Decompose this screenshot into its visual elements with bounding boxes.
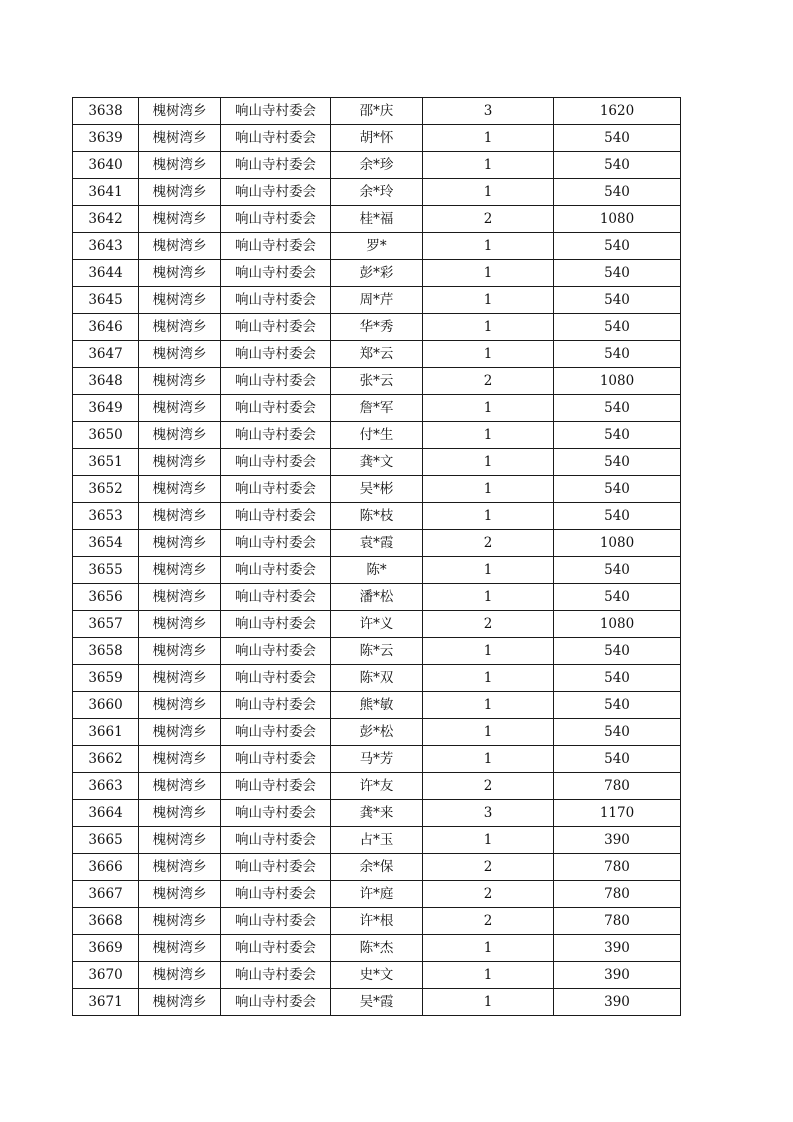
person-name-cell: 余*珍: [331, 152, 423, 179]
amount-cell: 540: [554, 341, 681, 368]
row-number-cell: 3670: [73, 962, 139, 989]
amount-cell: 540: [554, 233, 681, 260]
person-name-cell: 周*芹: [331, 287, 423, 314]
amount-cell: 1170: [554, 800, 681, 827]
amount-cell: 540: [554, 638, 681, 665]
row-number-cell: 3662: [73, 746, 139, 773]
household-count-cell: 1: [423, 422, 554, 449]
village-committee-cell: 响山寺村委会: [221, 422, 331, 449]
household-count-cell: 2: [423, 908, 554, 935]
household-count-cell: 1: [423, 125, 554, 152]
row-number-cell: 3638: [73, 98, 139, 125]
village-committee-cell: 响山寺村委会: [221, 881, 331, 908]
village-committee-cell: 响山寺村委会: [221, 989, 331, 1016]
household-count-cell: 1: [423, 638, 554, 665]
person-name-cell: 龚*来: [331, 800, 423, 827]
table-row: [73, 260, 681, 287]
township-cell: 槐树湾乡: [139, 827, 221, 854]
township-cell: 槐树湾乡: [139, 395, 221, 422]
township-cell: 槐树湾乡: [139, 638, 221, 665]
amount-cell: 780: [554, 773, 681, 800]
township-cell: 槐树湾乡: [139, 179, 221, 206]
amount-cell: 780: [554, 881, 681, 908]
amount-cell: 780: [554, 908, 681, 935]
row-number-cell: 3660: [73, 692, 139, 719]
table-row: [73, 827, 681, 854]
township-cell: 槐树湾乡: [139, 125, 221, 152]
township-cell: 槐树湾乡: [139, 314, 221, 341]
row-number-cell: 3650: [73, 422, 139, 449]
row-number-cell: 3668: [73, 908, 139, 935]
person-name-cell: 熊*敏: [331, 692, 423, 719]
household-count-cell: 1: [423, 260, 554, 287]
person-name-cell: 陈*双: [331, 665, 423, 692]
village-committee-cell: 响山寺村委会: [221, 746, 331, 773]
row-number-cell: 3639: [73, 125, 139, 152]
village-committee-cell: 响山寺村委会: [221, 233, 331, 260]
township-cell: 槐树湾乡: [139, 368, 221, 395]
row-number-cell: 3641: [73, 179, 139, 206]
township-cell: 槐树湾乡: [139, 341, 221, 368]
amount-cell: 1620: [554, 98, 681, 125]
person-name-cell: 陈*枝: [331, 503, 423, 530]
village-committee-cell: 响山寺村委会: [221, 503, 331, 530]
person-name-cell: 詹*军: [331, 395, 423, 422]
table-row: [73, 395, 681, 422]
household-count-cell: 1: [423, 665, 554, 692]
table-row: [73, 530, 681, 557]
row-number-cell: 3651: [73, 449, 139, 476]
village-committee-cell: 响山寺村委会: [221, 584, 331, 611]
person-name-cell: 袁*霞: [331, 530, 423, 557]
household-count-cell: 1: [423, 179, 554, 206]
person-name-cell: 陈*: [331, 557, 423, 584]
person-name-cell: 彭*彩: [331, 260, 423, 287]
table-row: [73, 773, 681, 800]
village-committee-cell: 响山寺村委会: [221, 557, 331, 584]
table-row: [73, 854, 681, 881]
table-row: [73, 449, 681, 476]
amount-cell: 540: [554, 449, 681, 476]
village-committee-cell: 响山寺村委会: [221, 800, 331, 827]
household-count-cell: 1: [423, 746, 554, 773]
row-number-cell: 3658: [73, 638, 139, 665]
table-row: [73, 935, 681, 962]
table-row: [73, 989, 681, 1016]
person-name-cell: 史*文: [331, 962, 423, 989]
table-row: [73, 800, 681, 827]
table-row: [73, 746, 681, 773]
amount-cell: 540: [554, 476, 681, 503]
household-count-cell: 2: [423, 773, 554, 800]
amount-cell: 780: [554, 854, 681, 881]
amount-cell: 540: [554, 557, 681, 584]
township-cell: 槐树湾乡: [139, 584, 221, 611]
village-committee-cell: 响山寺村委会: [221, 368, 331, 395]
amount-cell: 540: [554, 584, 681, 611]
household-count-cell: 3: [423, 98, 554, 125]
person-name-cell: 邵*庆: [331, 98, 423, 125]
table-row: [73, 341, 681, 368]
table-row: [73, 179, 681, 206]
amount-cell: 540: [554, 125, 681, 152]
household-count-cell: 1: [423, 935, 554, 962]
row-number-cell: 3671: [73, 989, 139, 1016]
table-row: [73, 233, 681, 260]
village-committee-cell: 响山寺村委会: [221, 611, 331, 638]
table-row: [73, 962, 681, 989]
row-number-cell: 3655: [73, 557, 139, 584]
table-row: [73, 422, 681, 449]
village-committee-cell: 响山寺村委会: [221, 854, 331, 881]
person-name-cell: 余*保: [331, 854, 423, 881]
amount-cell: 540: [554, 719, 681, 746]
village-committee-cell: 响山寺村委会: [221, 530, 331, 557]
amount-cell: 390: [554, 827, 681, 854]
row-number-cell: 3657: [73, 611, 139, 638]
village-committee-cell: 响山寺村委会: [221, 395, 331, 422]
township-cell: 槐树湾乡: [139, 611, 221, 638]
table-row: [73, 314, 681, 341]
township-cell: 槐树湾乡: [139, 287, 221, 314]
person-name-cell: 潘*松: [331, 584, 423, 611]
row-number-cell: 3661: [73, 719, 139, 746]
table-row: [73, 611, 681, 638]
township-cell: 槐树湾乡: [139, 989, 221, 1016]
township-cell: 槐树湾乡: [139, 152, 221, 179]
township-cell: 槐树湾乡: [139, 206, 221, 233]
village-committee-cell: 响山寺村委会: [221, 827, 331, 854]
household-count-cell: 1: [423, 503, 554, 530]
person-name-cell: 吴*彬: [331, 476, 423, 503]
township-cell: 槐树湾乡: [139, 665, 221, 692]
row-number-cell: 3644: [73, 260, 139, 287]
amount-cell: 540: [554, 665, 681, 692]
amount-cell: 540: [554, 422, 681, 449]
person-name-cell: 吴*霞: [331, 989, 423, 1016]
person-name-cell: 占*玉: [331, 827, 423, 854]
household-count-cell: 1: [423, 557, 554, 584]
table-row: [73, 692, 681, 719]
amount-cell: 1080: [554, 530, 681, 557]
person-name-cell: 龚*文: [331, 449, 423, 476]
amount-cell: 1080: [554, 611, 681, 638]
row-number-cell: 3665: [73, 827, 139, 854]
township-cell: 槐树湾乡: [139, 260, 221, 287]
village-committee-cell: 响山寺村委会: [221, 449, 331, 476]
household-count-cell: 1: [423, 962, 554, 989]
household-count-cell: 1: [423, 314, 554, 341]
person-name-cell: 许*根: [331, 908, 423, 935]
township-cell: 槐树湾乡: [139, 98, 221, 125]
amount-cell: 540: [554, 395, 681, 422]
village-committee-cell: 响山寺村委会: [221, 152, 331, 179]
household-count-cell: 3: [423, 800, 554, 827]
township-cell: 槐树湾乡: [139, 746, 221, 773]
person-name-cell: 罗*: [331, 233, 423, 260]
row-number-cell: 3648: [73, 368, 139, 395]
row-number-cell: 3640: [73, 152, 139, 179]
row-number-cell: 3653: [73, 503, 139, 530]
amount-cell: 390: [554, 989, 681, 1016]
row-number-cell: 3646: [73, 314, 139, 341]
amount-cell: 540: [554, 746, 681, 773]
township-cell: 槐树湾乡: [139, 773, 221, 800]
table-row: [73, 503, 681, 530]
household-count-cell: 1: [423, 287, 554, 314]
person-name-cell: 陈*杰: [331, 935, 423, 962]
village-committee-cell: 响山寺村委会: [221, 692, 331, 719]
person-name-cell: 许*庭: [331, 881, 423, 908]
table-row: [73, 206, 681, 233]
village-committee-cell: 响山寺村委会: [221, 908, 331, 935]
amount-cell: 540: [554, 179, 681, 206]
village-committee-cell: 响山寺村委会: [221, 314, 331, 341]
table-row: [73, 584, 681, 611]
amount-cell: 1080: [554, 368, 681, 395]
person-name-cell: 马*芳: [331, 746, 423, 773]
row-number-cell: 3654: [73, 530, 139, 557]
village-committee-cell: 响山寺村委会: [221, 665, 331, 692]
roster-table-body: [73, 98, 681, 1016]
roster-table: [72, 97, 681, 1016]
township-cell: 槐树湾乡: [139, 719, 221, 746]
household-count-cell: 2: [423, 368, 554, 395]
household-count-cell: 1: [423, 341, 554, 368]
village-committee-cell: 响山寺村委会: [221, 719, 331, 746]
amount-cell: 540: [554, 260, 681, 287]
amount-cell: 540: [554, 152, 681, 179]
person-name-cell: 许*义: [331, 611, 423, 638]
village-committee-cell: 响山寺村委会: [221, 341, 331, 368]
township-cell: 槐树湾乡: [139, 962, 221, 989]
row-number-cell: 3659: [73, 665, 139, 692]
table-row: [73, 98, 681, 125]
person-name-cell: 彭*松: [331, 719, 423, 746]
household-count-cell: 2: [423, 206, 554, 233]
person-name-cell: 付*生: [331, 422, 423, 449]
row-number-cell: 3663: [73, 773, 139, 800]
village-committee-cell: 响山寺村委会: [221, 125, 331, 152]
household-count-cell: 1: [423, 584, 554, 611]
village-committee-cell: 响山寺村委会: [221, 638, 331, 665]
amount-cell: 540: [554, 287, 681, 314]
township-cell: 槐树湾乡: [139, 422, 221, 449]
amount-cell: 1080: [554, 206, 681, 233]
township-cell: 槐树湾乡: [139, 476, 221, 503]
row-number-cell: 3645: [73, 287, 139, 314]
amount-cell: 540: [554, 503, 681, 530]
row-number-cell: 3664: [73, 800, 139, 827]
row-number-cell: 3642: [73, 206, 139, 233]
household-count-cell: 1: [423, 152, 554, 179]
row-number-cell: 3669: [73, 935, 139, 962]
person-name-cell: 华*秀: [331, 314, 423, 341]
table-row: [73, 368, 681, 395]
amount-cell: 390: [554, 962, 681, 989]
person-name-cell: 张*云: [331, 368, 423, 395]
household-count-cell: 1: [423, 827, 554, 854]
household-count-cell: 2: [423, 530, 554, 557]
household-count-cell: 1: [423, 233, 554, 260]
household-count-cell: 2: [423, 611, 554, 638]
household-count-cell: 1: [423, 395, 554, 422]
person-name-cell: 余*玲: [331, 179, 423, 206]
township-cell: 槐树湾乡: [139, 800, 221, 827]
amount-cell: 390: [554, 935, 681, 962]
township-cell: 槐树湾乡: [139, 881, 221, 908]
row-number-cell: 3667: [73, 881, 139, 908]
row-number-cell: 3647: [73, 341, 139, 368]
row-number-cell: 3656: [73, 584, 139, 611]
table-row: [73, 476, 681, 503]
table-row: [73, 881, 681, 908]
table-row: [73, 719, 681, 746]
household-count-cell: 1: [423, 692, 554, 719]
household-count-cell: 2: [423, 854, 554, 881]
row-number-cell: 3643: [73, 233, 139, 260]
village-committee-cell: 响山寺村委会: [221, 773, 331, 800]
village-committee-cell: 响山寺村委会: [221, 962, 331, 989]
table-row: [73, 287, 681, 314]
household-count-cell: 1: [423, 719, 554, 746]
row-number-cell: 3649: [73, 395, 139, 422]
table-row: [73, 125, 681, 152]
township-cell: 槐树湾乡: [139, 530, 221, 557]
table-row: [73, 638, 681, 665]
person-name-cell: 胡*怀: [331, 125, 423, 152]
row-number-cell: 3652: [73, 476, 139, 503]
person-name-cell: 陈*云: [331, 638, 423, 665]
household-count-cell: 1: [423, 449, 554, 476]
person-name-cell: 桂*福: [331, 206, 423, 233]
village-committee-cell: 响山寺村委会: [221, 179, 331, 206]
person-name-cell: 郑*云: [331, 341, 423, 368]
township-cell: 槐树湾乡: [139, 692, 221, 719]
amount-cell: 540: [554, 314, 681, 341]
township-cell: 槐树湾乡: [139, 557, 221, 584]
row-number-cell: 3666: [73, 854, 139, 881]
person-name-cell: 许*友: [331, 773, 423, 800]
table-row: [73, 908, 681, 935]
township-cell: 槐树湾乡: [139, 935, 221, 962]
township-cell: 槐树湾乡: [139, 233, 221, 260]
village-committee-cell: 响山寺村委会: [221, 206, 331, 233]
township-cell: 槐树湾乡: [139, 503, 221, 530]
household-count-cell: 2: [423, 881, 554, 908]
village-committee-cell: 响山寺村委会: [221, 935, 331, 962]
table-row: [73, 152, 681, 179]
village-committee-cell: 响山寺村委会: [221, 287, 331, 314]
village-committee-cell: 响山寺村委会: [221, 98, 331, 125]
table-row: [73, 665, 681, 692]
table-row: [73, 557, 681, 584]
township-cell: 槐树湾乡: [139, 854, 221, 881]
village-committee-cell: 响山寺村委会: [221, 476, 331, 503]
amount-cell: 540: [554, 692, 681, 719]
township-cell: 槐树湾乡: [139, 908, 221, 935]
village-committee-cell: 响山寺村委会: [221, 260, 331, 287]
township-cell: 槐树湾乡: [139, 449, 221, 476]
household-count-cell: 1: [423, 476, 554, 503]
household-count-cell: 1: [423, 989, 554, 1016]
